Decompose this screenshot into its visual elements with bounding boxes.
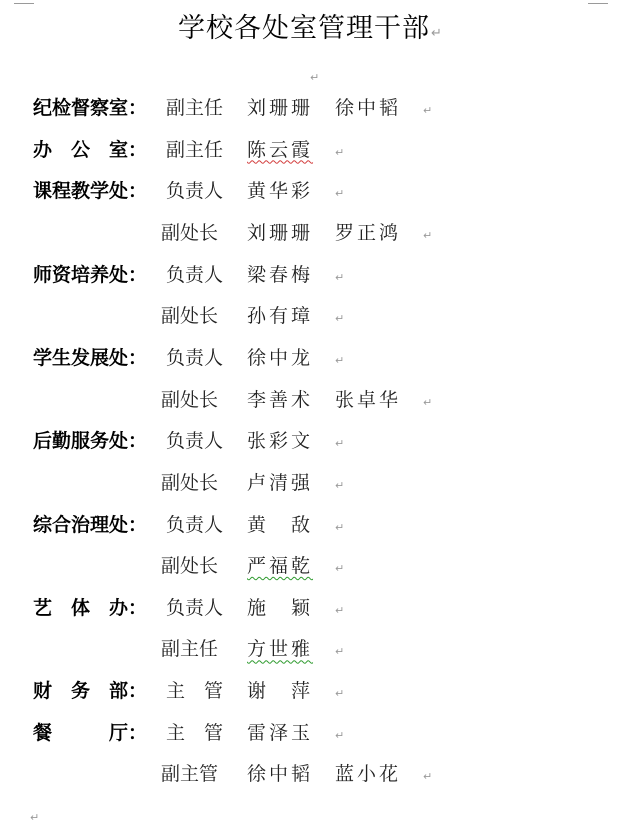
staff-name: 黄华彩 (247, 180, 314, 203)
role-label: 负责人 (166, 346, 224, 369)
department-label: 师资培养处： (33, 263, 148, 286)
role-label: 副处长 (161, 305, 219, 328)
paragraph-mark-icon: ↵ (335, 270, 345, 284)
staff-names (247, 426, 344, 459)
staff-names (247, 218, 432, 251)
department-label: 纪检督察室： (33, 97, 148, 119)
staff-names (247, 718, 344, 751)
staff-row[interactable] (0, 260, 621, 290)
role-label: 副主任 (166, 97, 224, 119)
staff-names (247, 593, 344, 626)
staff-names (247, 93, 432, 126)
staff-row[interactable] (0, 135, 621, 165)
staff-name: 卢清强 (247, 471, 314, 494)
paragraph-mark-icon: ↵ (335, 478, 345, 492)
staff-name: 方世雅 (247, 638, 314, 661)
role-label: 主 管 (166, 680, 224, 703)
staff-name: 李善术 (247, 388, 314, 411)
staff-row[interactable] (0, 176, 621, 206)
department-label: 办 公 室： (33, 138, 148, 161)
staff-row[interactable] (0, 468, 621, 498)
staff-row[interactable] (0, 343, 621, 373)
role-label: 负责人 (166, 430, 224, 453)
paragraph-mark-icon: ↵ (335, 353, 345, 367)
role-label: 副处长 (161, 221, 219, 244)
staff-row[interactable] (0, 676, 621, 706)
paragraph-mark-icon: ↵ (30, 811, 40, 824)
paragraph-mark-icon: ↵ (335, 562, 345, 576)
staff-name: 陈云霞 (247, 138, 314, 161)
paragraph-mark-icon: ↵ (431, 26, 443, 41)
staff-row[interactable] (0, 218, 621, 248)
staff-row[interactable] (0, 634, 621, 664)
staff-row[interactable] (0, 759, 621, 789)
staff-name: 徐中韬 (247, 763, 314, 786)
staff-row[interactable] (0, 426, 621, 456)
staff-name: 张卓华 (335, 388, 402, 411)
department-label: 学生发展处： (33, 346, 148, 369)
role-label: 副处长 (161, 388, 219, 411)
staff-name: 徐中龙 (247, 346, 314, 369)
page-corner-mark-left (14, 3, 34, 4)
staff-name: 梁春梅 (247, 263, 314, 286)
staff-names (247, 176, 344, 209)
staff-names (247, 301, 344, 334)
paragraph-mark-icon: ↵ (335, 603, 345, 617)
staff-name: 刘珊珊 (247, 221, 314, 244)
staff-names (247, 468, 344, 501)
department-label: 后勤服务处： (33, 430, 148, 453)
staff-row[interactable] (0, 593, 621, 623)
paragraph-mark-icon: ↵ (335, 520, 345, 534)
staff-name: 刘珊珊 (247, 97, 314, 119)
role-label: 副主管 (161, 763, 219, 786)
paragraph-mark-icon: ↵ (335, 437, 345, 451)
document-title[interactable] (0, 6, 621, 45)
staff-name: 罗正鸿 (335, 221, 402, 244)
staff-name: 徐中韬 (335, 97, 402, 119)
staff-names (247, 551, 344, 584)
paragraph-mark-icon: ↵ (423, 104, 433, 117)
title-text: 学校各处室管理干部 (178, 13, 431, 44)
staff-names (247, 510, 344, 543)
role-label: 主 管 (166, 721, 224, 744)
paragraph-mark-icon: ↵ (423, 228, 433, 242)
role-label: 副主任 (166, 138, 224, 161)
role-label: 副主任 (161, 638, 219, 661)
role-label: 负责人 (166, 513, 224, 536)
role-label: 负责人 (166, 596, 224, 619)
staff-row[interactable] (0, 551, 621, 581)
page-corner-mark-right (588, 3, 608, 4)
staff-row[interactable] (0, 510, 621, 540)
staff-row[interactable] (0, 301, 621, 331)
staff-name: 蓝小花 (335, 763, 402, 786)
department-label: 财 务 部： (33, 680, 148, 703)
paragraph-mark-icon: ↵ (335, 187, 345, 201)
role-label: 负责人 (166, 180, 224, 203)
role-label: 负责人 (166, 263, 224, 286)
paragraph-mark-icon: ↵ (335, 312, 345, 326)
empty-paragraph[interactable] (310, 66, 319, 85)
staff-name: 雷泽玉 (247, 721, 314, 744)
final-empty-paragraph[interactable] (30, 806, 39, 825)
staff-names (247, 634, 344, 667)
staff-names (247, 135, 344, 168)
staff-row[interactable] (0, 93, 621, 123)
role-label: 副处长 (161, 555, 219, 578)
staff-name: 孙有璋 (247, 305, 314, 328)
staff-name: 张彩文 (247, 430, 314, 453)
staff-name: 谢 萍 (247, 680, 314, 703)
department-label: 艺 体 办： (33, 596, 148, 619)
department-label: 餐 厅： (33, 721, 148, 744)
paragraph-mark-icon: ↵ (335, 645, 345, 659)
staff-names (247, 260, 344, 293)
department-label: 课程教学处： (33, 180, 148, 203)
paragraph-mark-icon: ↵ (335, 687, 345, 701)
paragraph-mark-icon: ↵ (423, 395, 433, 409)
paragraph-mark-icon: ↵ (423, 770, 433, 784)
staff-name: 施 颖 (247, 596, 314, 619)
paragraph-mark-icon: ↵ (335, 145, 345, 159)
department-label: 综合治理处： (33, 513, 148, 536)
staff-name: 黄 敌 (247, 513, 314, 536)
staff-row[interactable] (0, 385, 621, 415)
staff-row[interactable] (0, 718, 621, 748)
staff-names (247, 343, 344, 376)
paragraph-mark-icon: ↵ (335, 728, 345, 742)
staff-name: 严福乾 (247, 555, 314, 578)
paragraph-mark-icon: ↵ (310, 71, 320, 84)
staff-names (247, 759, 432, 792)
role-label: 副处长 (161, 471, 219, 494)
staff-names (247, 385, 432, 418)
staff-names (247, 676, 344, 709)
